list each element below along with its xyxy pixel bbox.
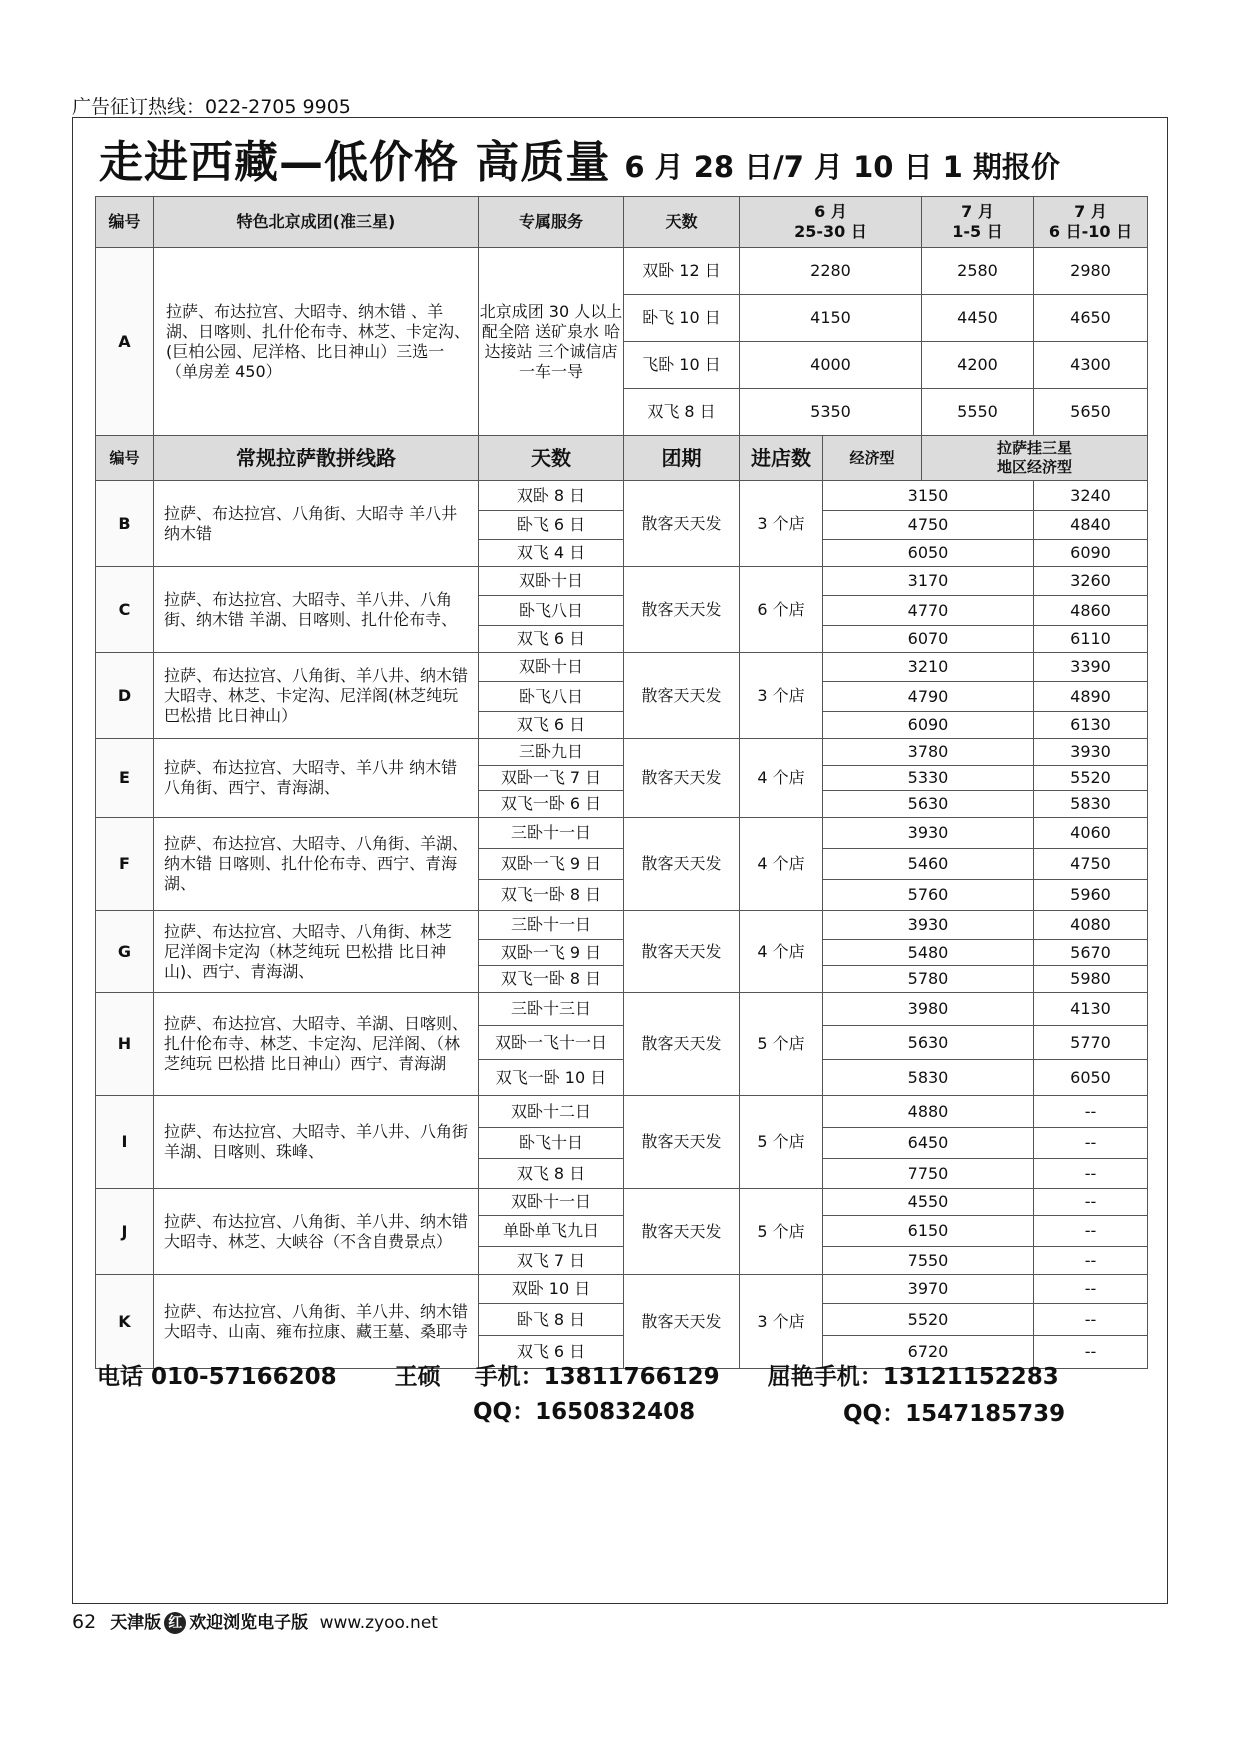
page-number: 62	[72, 1611, 97, 1633]
price-lhasa-three-star: --	[1034, 1159, 1148, 1189]
welcome-text: 欢迎浏览电子版	[189, 1613, 309, 1633]
price-economy: 3210	[823, 653, 1034, 682]
price-economy: 7550	[823, 1247, 1034, 1275]
header-route-a: 特色北京成团(准三星)	[154, 197, 479, 248]
contact-mobile-1: 手机：13811766129	[474, 1364, 720, 1390]
ad-hotline: 广告征订热线：022-2705 9905	[72, 96, 351, 118]
site-url[interactable]: www.zyoo.net	[319, 1613, 438, 1633]
price-economy: 3170	[823, 567, 1034, 596]
price-june-25-30: 5350	[740, 389, 922, 436]
days-cell: 双飞一卧 8 日	[479, 880, 624, 911]
price-economy: 6070	[823, 626, 1034, 653]
header-july-2-range: 6 日-10 日	[1048, 222, 1133, 241]
days-cell: 卧飞 6 日	[479, 511, 624, 540]
price-lhasa-three-star: --	[1034, 1336, 1148, 1369]
row-code: E	[96, 739, 154, 818]
price-economy: 3780	[823, 739, 1034, 766]
days-cell: 飞卧 10 日	[624, 342, 740, 389]
header-tuanqi: 团期	[624, 436, 740, 481]
route-description: 拉萨、布达拉宫、大昭寺、纳木错 、羊湖、日喀则、扎什伦布寺、林芝、卡定沟、(巨柏公园、尼洋格、比日神山）三选一 （单房差 450）	[154, 248, 479, 436]
price-lhasa-three-star: 6050	[1034, 1060, 1148, 1096]
row-code: A	[96, 248, 154, 436]
route-description: 拉萨、布达拉宫、八角街、羊八井、纳木错 大昭寺、林芝、大峡谷（不含自费景点）	[154, 1189, 479, 1275]
price-july-1-5: 4450	[922, 295, 1034, 342]
price-economy: 7750	[823, 1159, 1034, 1189]
price-lhasa-three-star: 5670	[1034, 940, 1148, 966]
price-lhasa-three-star: 5770	[1034, 1026, 1148, 1060]
price-lhasa-three-star: --	[1034, 1128, 1148, 1159]
contact-qq-2: QQ：1547185739	[843, 1401, 1066, 1427]
page-title	[99, 126, 1060, 190]
header-code-b: 编号	[96, 436, 154, 481]
header-lhasa-three-star	[922, 436, 1148, 481]
days-cell: 双卧一飞十一日	[479, 1026, 624, 1060]
row-code: G	[96, 911, 154, 993]
price-economy: 6450	[823, 1128, 1034, 1159]
header-july-2	[1034, 197, 1148, 248]
tuanqi-cell: 散客天天发	[624, 993, 740, 1096]
header-july-1-month: 7 月	[961, 202, 994, 221]
price-economy: 4770	[823, 596, 1034, 626]
price-lhasa-three-star: 4890	[1034, 682, 1148, 712]
row-code: H	[96, 993, 154, 1096]
price-july-1-5: 2580	[922, 248, 1034, 295]
price-lhasa-three-star: --	[1034, 1216, 1148, 1247]
shops-cell: 5 个店	[740, 1096, 823, 1189]
header-june	[740, 197, 922, 248]
price-lhasa-three-star: 4860	[1034, 596, 1148, 626]
header-july-2-month: 7 月	[1074, 202, 1107, 221]
page-footer	[72, 1608, 438, 1634]
route-description: 拉萨、布达拉宫、八角街、大昭寺 羊八井 纳木错	[154, 481, 479, 567]
table-b-body	[96, 436, 1148, 1369]
route-description: 拉萨、布达拉宫、大昭寺、八角街、林芝 尼洋阁卡定沟（林芝纯玩 巴松措 比日神山)、西宁、青海湖、	[154, 911, 479, 993]
price-july-6-10: 4300	[1034, 342, 1148, 389]
header-code: 编号	[96, 197, 154, 248]
days-cell: 双飞 8 日	[624, 389, 740, 436]
price-lhasa-three-star: --	[1034, 1304, 1148, 1336]
price-lhasa-three-star: 4060	[1034, 818, 1148, 849]
days-cell: 三卧九日	[479, 739, 624, 766]
days-cell: 双飞 6 日	[479, 712, 624, 739]
price-economy: 5480	[823, 940, 1034, 966]
table-a-row	[96, 248, 1148, 295]
price-economy: 5830	[823, 1060, 1034, 1096]
price-june-25-30: 4150	[740, 295, 922, 342]
contact-mobile-2: 屈艳手机：13121152283	[767, 1364, 1059, 1390]
days-cell: 单卧单飞九日	[479, 1216, 624, 1247]
price-lhasa-three-star: --	[1034, 1189, 1148, 1216]
table-b-header	[96, 436, 1148, 481]
contact-phone: 电话 010-57166208	[97, 1364, 337, 1390]
price-table	[95, 196, 1148, 1369]
price-economy: 3980	[823, 993, 1034, 1026]
days-cell: 双飞一卧 10 日	[479, 1060, 624, 1096]
price-economy: 3930	[823, 818, 1034, 849]
days-cell: 双飞一卧 8 日	[479, 966, 624, 993]
header-econ: 经济型	[823, 436, 922, 481]
route-description: 拉萨、布达拉宫、大昭寺、羊八井 纳木错 八角街、西宁、青海湖、	[154, 739, 479, 818]
price-economy: 5630	[823, 791, 1034, 818]
price-july-1-5: 4200	[922, 342, 1034, 389]
tuanqi-cell: 散客天天发	[624, 1275, 740, 1369]
price-lhasa-three-star: 6110	[1034, 626, 1148, 653]
tuanqi-cell: 散客天天发	[624, 911, 740, 993]
price-july-6-10: 2980	[1034, 248, 1148, 295]
shops-cell: 3 个店	[740, 653, 823, 739]
days-cell: 双飞 6 日	[479, 1336, 624, 1369]
table-row	[96, 1096, 1148, 1128]
price-lhasa-three-star: 6090	[1034, 540, 1148, 567]
header-june-month: 6 月	[814, 202, 847, 221]
price-june-25-30: 2280	[740, 248, 922, 295]
price-economy: 3970	[823, 1275, 1034, 1304]
shops-cell: 4 个店	[740, 818, 823, 911]
tuanqi-cell: 散客天天发	[624, 567, 740, 653]
price-lhasa-three-star: 4080	[1034, 911, 1148, 940]
days-cell: 双卧 8 日	[479, 481, 624, 511]
days-cell: 双卧十日	[479, 653, 624, 682]
price-june-25-30: 4000	[740, 342, 922, 389]
price-economy: 4790	[823, 682, 1034, 712]
route-description: 拉萨、布达拉宫、八角街、羊八井、纳木错 大昭寺、林芝、卡定沟、尼洋阁(林芝纯玩 巴松措 比日神山）	[154, 653, 479, 739]
route-description: 拉萨、布达拉宫、大昭寺、羊八井、八角街 羊湖、日喀则、珠峰、	[154, 1096, 479, 1189]
header-july-1	[922, 197, 1034, 248]
price-economy: 5630	[823, 1026, 1034, 1060]
price-economy: 6720	[823, 1336, 1034, 1369]
shops-cell: 4 个店	[740, 911, 823, 993]
route-description: 拉萨、布达拉宫、大昭寺、八角街、羊湖、纳木错 日喀则、扎什伦布寺、西宁、青海湖、	[154, 818, 479, 911]
days-cell: 双卧一飞 7 日	[479, 766, 624, 791]
title-subtitle: 6 月 28 日/7 月 10 日 1 期报价	[624, 150, 1060, 184]
price-lhasa-three-star: 3260	[1034, 567, 1148, 596]
price-lhasa-three-star: 3240	[1034, 481, 1148, 511]
days-cell: 三卧十一日	[479, 818, 624, 849]
shops-cell: 5 个店	[740, 993, 823, 1096]
header-days: 天数	[624, 197, 740, 248]
header-service: 专属服务	[479, 197, 624, 248]
price-july-1-5: 5550	[922, 389, 1034, 436]
price-economy: 4550	[823, 1189, 1034, 1216]
price-lhasa-three-star: 6130	[1034, 712, 1148, 739]
table-row	[96, 1275, 1148, 1304]
row-code: F	[96, 818, 154, 911]
header-lhasa-l1: 拉萨挂三星	[996, 439, 1072, 458]
table-row	[96, 1189, 1148, 1216]
price-lhasa-three-star: 3930	[1034, 739, 1148, 766]
days-cell: 双卧十二日	[479, 1096, 624, 1128]
days-cell: 卧飞十日	[479, 1128, 624, 1159]
price-lhasa-three-star: 4750	[1034, 849, 1148, 880]
days-cell: 双飞 6 日	[479, 626, 624, 653]
tuanqi-cell: 散客天天发	[624, 739, 740, 818]
price-economy: 3930	[823, 911, 1034, 940]
days-cell: 双飞一卧 6 日	[479, 791, 624, 818]
days-cell: 双卧一飞 9 日	[479, 940, 624, 966]
price-lhasa-three-star: 5960	[1034, 880, 1148, 911]
shops-cell: 3 个店	[740, 481, 823, 567]
hong-logo-icon: 红	[164, 1612, 186, 1634]
price-economy: 5780	[823, 966, 1034, 993]
days-cell: 卧飞 10 日	[624, 295, 740, 342]
exclusive-service: 北京成团 30 人以上配全陪 送矿泉水 哈达接站 三个诚信店 一车一导	[479, 248, 624, 436]
days-cell: 双卧十一日	[479, 1189, 624, 1216]
price-economy: 6150	[823, 1216, 1034, 1247]
row-code: K	[96, 1275, 154, 1369]
row-code: J	[96, 1189, 154, 1275]
tuanqi-cell: 散客天天发	[624, 653, 740, 739]
days-cell: 双卧 10 日	[479, 1275, 624, 1304]
price-sheet-frame	[72, 117, 1168, 1604]
tuanqi-cell: 散客天天发	[624, 818, 740, 911]
price-lhasa-three-star: 5980	[1034, 966, 1148, 993]
price-economy: 4880	[823, 1096, 1034, 1128]
table-a-header	[96, 197, 1148, 248]
shops-cell: 3 个店	[740, 1275, 823, 1369]
days-cell: 双卧十日	[479, 567, 624, 596]
price-lhasa-three-star: --	[1034, 1096, 1148, 1128]
table-row	[96, 653, 1148, 682]
tuanqi-cell: 散客天天发	[624, 1189, 740, 1275]
row-code: C	[96, 567, 154, 653]
days-cell: 卧飞 8 日	[479, 1304, 624, 1336]
route-description: 拉萨、布达拉宫、八角街、羊八井、纳木错 大昭寺、山南、雍布拉康、藏王墓、桑耶寺	[154, 1275, 479, 1369]
header-lhasa-l2: 地区经济型	[996, 458, 1072, 476]
price-lhasa-three-star: 3390	[1034, 653, 1148, 682]
row-code: D	[96, 653, 154, 739]
price-economy: 5520	[823, 1304, 1034, 1336]
table-row	[96, 739, 1148, 766]
shops-cell: 5 个店	[740, 1189, 823, 1275]
days-cell: 卧飞八日	[479, 682, 624, 712]
price-july-6-10: 4650	[1034, 295, 1148, 342]
contact-line-1	[97, 1358, 1059, 1391]
row-code: I	[96, 1096, 154, 1189]
days-cell: 三卧十一日	[479, 911, 624, 940]
route-description: 拉萨、布达拉宫、大昭寺、羊八井、八角街、纳木错 羊湖、日喀则、扎什伦布寺、	[154, 567, 479, 653]
header-days-b: 天数	[479, 436, 624, 481]
price-july-6-10: 5650	[1034, 389, 1148, 436]
tuanqi-cell: 散客天天发	[624, 481, 740, 567]
contact-qq-1: QQ：1650832408	[473, 1399, 696, 1425]
days-cell: 双飞 8 日	[479, 1159, 624, 1189]
days-cell: 双飞 7 日	[479, 1247, 624, 1275]
price-lhasa-three-star: --	[1034, 1247, 1148, 1275]
header-route-b: 常规拉萨散拼线路	[154, 436, 479, 481]
table-row	[96, 993, 1148, 1026]
tuanqi-cell: 散客天天发	[624, 1096, 740, 1189]
table-a-body	[96, 197, 1148, 436]
table-row	[96, 567, 1148, 596]
header-shops: 进店数	[740, 436, 823, 481]
edition-label: 天津版	[110, 1613, 162, 1633]
price-lhasa-three-star: 4130	[1034, 993, 1148, 1026]
price-lhasa-three-star: 5520	[1034, 766, 1148, 791]
price-economy: 5460	[823, 849, 1034, 880]
days-cell: 双卧一飞 9 日	[479, 849, 624, 880]
days-cell: 卧飞八日	[479, 596, 624, 626]
shops-cell: 6 个店	[740, 567, 823, 653]
table-row	[96, 481, 1148, 511]
contact-name: 王硕	[394, 1364, 441, 1390]
price-lhasa-three-star: 5830	[1034, 791, 1148, 818]
route-description: 拉萨、布达拉宫、大昭寺、羊湖、日喀则、扎什伦布寺、林芝、卡定沟、尼洋阁、（林芝纯玩 巴松措 比日神山）西宁、青海湖	[154, 993, 479, 1096]
days-cell: 双卧 12 日	[624, 248, 740, 295]
days-cell: 双飞 4 日	[479, 540, 624, 567]
row-code: B	[96, 481, 154, 567]
table-row	[96, 911, 1148, 940]
price-economy: 3150	[823, 481, 1034, 511]
table-row	[96, 818, 1148, 849]
price-economy: 5760	[823, 880, 1034, 911]
header-june-range: 25-30 日	[794, 222, 867, 241]
price-lhasa-three-star: 4840	[1034, 511, 1148, 540]
title-main: 走进西藏—低价格 高质量	[99, 137, 611, 188]
price-economy: 5330	[823, 766, 1034, 791]
header-july-1-range: 1-5 日	[952, 222, 1003, 241]
price-economy: 4750	[823, 511, 1034, 540]
price-lhasa-three-star: --	[1034, 1275, 1148, 1304]
days-cell: 三卧十三日	[479, 993, 624, 1026]
price-economy: 6090	[823, 712, 1034, 739]
price-economy: 6050	[823, 540, 1034, 567]
shops-cell: 4 个店	[740, 739, 823, 818]
